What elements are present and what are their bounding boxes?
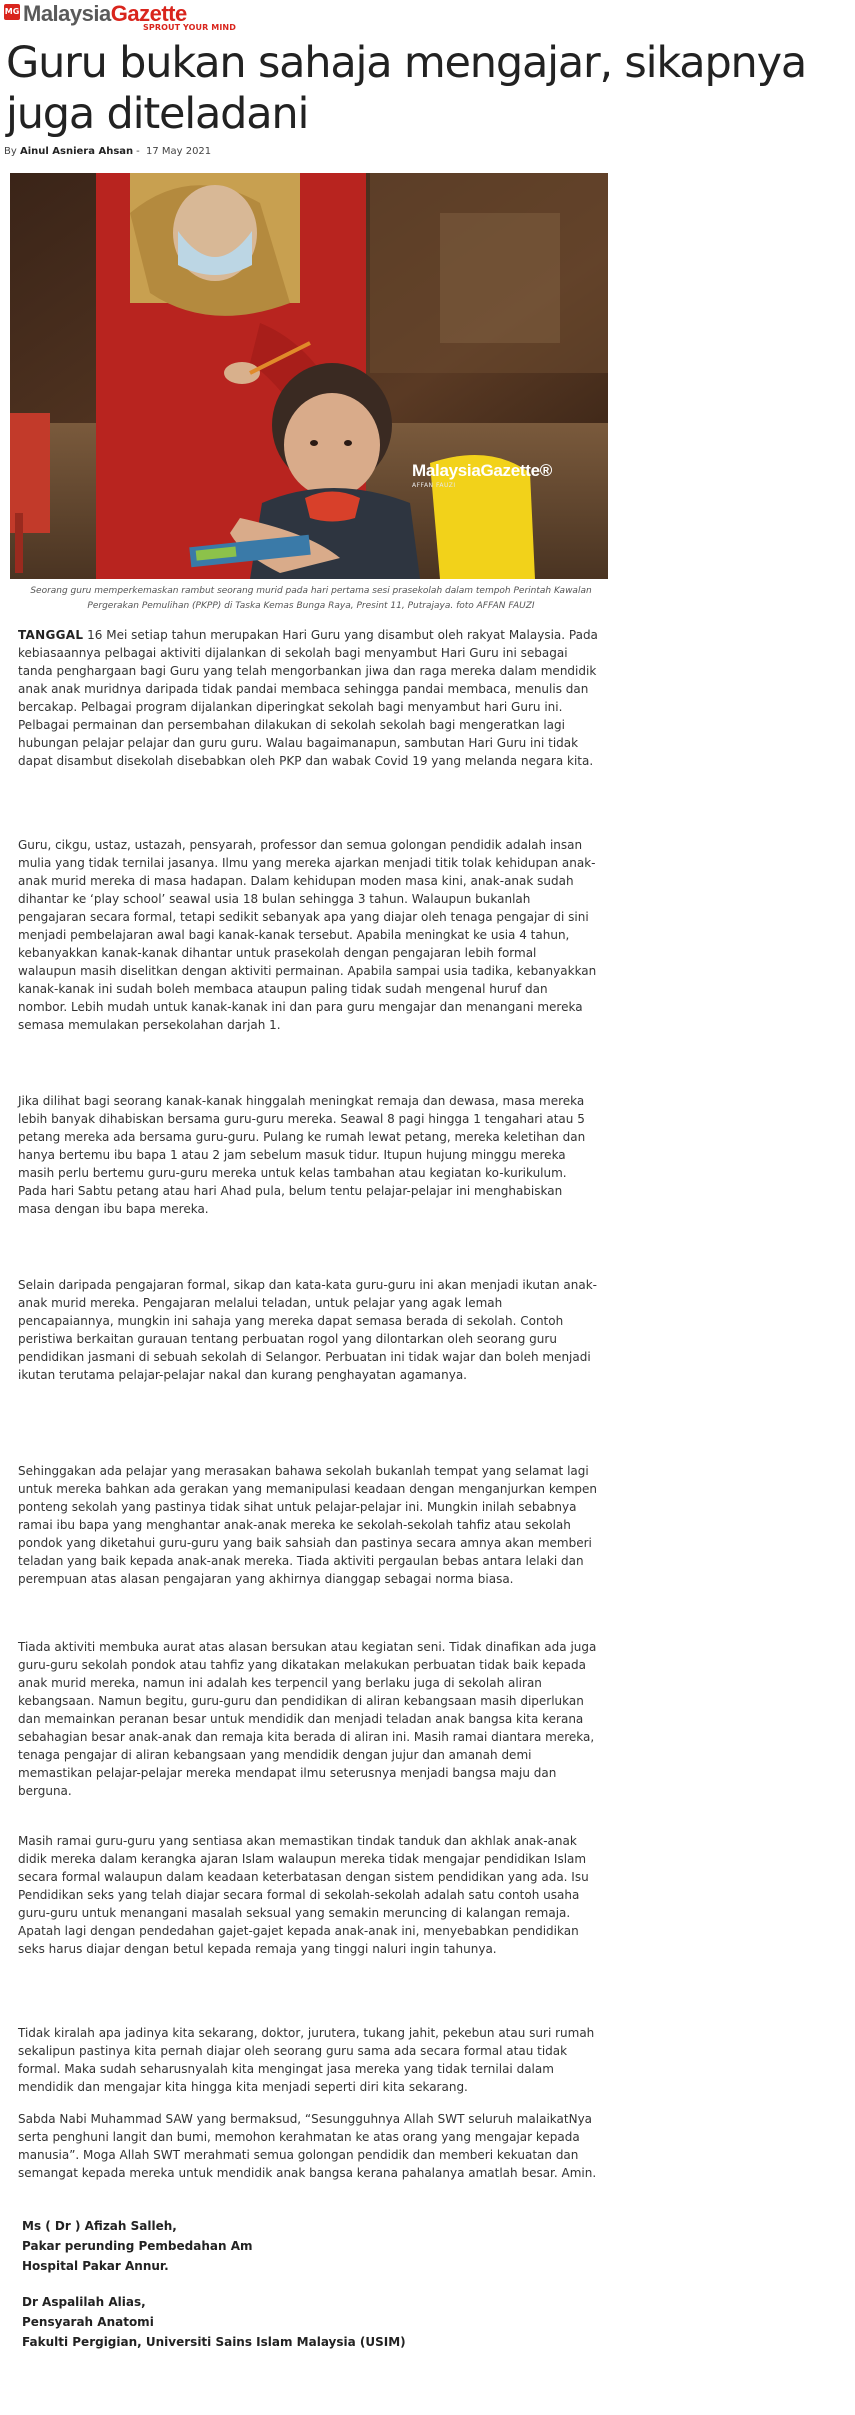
- article-paragraph: Selain daripada pengajaran formal, sikap dan kata-kata guru-guru ini akan menjadi ikutan anak-anak murid mereka. Pengajaran melalui teladan, untuk pelajar yang agak lemah pencapaiannya, mungkin ini sahaja yang mereka dapat semasa berada di sekolah. Contoh peristiwa berkaitan gurauan tentang perbuatan rogol yang dilontarkan oleh seorang guru pendidikan jasmani di sebuah sekolah di Selangor. Perbuatan ini tidak wajar dan boleh menjadi ikutan terutama pelajar-pelajar nakal dan kurang penghayatan agamanya.: [18, 1278, 597, 1382]
- dateline: TANGGAL: [18, 628, 84, 642]
- article-paragraph: Sabda Nabi Muhammad SAW yang bermaksud, “Sesungguhnya Allah SWT seluruh malaikatNya serta penghuni langit dan bumi, memohon kerahmatan ke atas orang yang mengajar kepada manusia”. Moga Allah SWT merahmati semua golongan pendidik dan memberi kekuatan dan semangat kepada mereka untuk mendidik anak bangsa kerana pahalanya amatlah besar. Amin.: [18, 2112, 597, 2180]
- publish-date: 17 May 2021: [145, 146, 212, 157]
- signature-line: Pakar perunding Pembedahan Am: [22, 2239, 253, 2253]
- article-paragraph: [18, 626, 598, 836]
- photo-illustration: [10, 173, 608, 579]
- article-paragraph: Tidak kiralah apa jadinya kita sekarang, doktor, jurutera, tukang jahit, pekebun atau suri rumah sekalipun pastinya kita pernah diajar oleh seorang guru sama ada secara formal atau tidak formal. Maka sudah seharusnyalah kita mengingat jasa mereka yang tidak ternilai dalam mendidik dan mengajar kita hingga kita menjadi seperti diri kita sekarang.: [18, 2026, 595, 2094]
- signature-spacer: [22, 2276, 522, 2292]
- photo-watermark: [412, 461, 572, 501]
- article-paragraph: Tiada aktiviti membuka aurat atas alasan bersukan atau kegiatan seni. Tidak dinafikan ada juga guru-guru sekolah pondok atau tahfiz yang dikatakan melakukan perbuatan tidak baik kepada anak murid mereka, namun ini adalah kes terpencil yang berlaku juga di sekolah aliran kebangsaan. Namun begitu, guru-guru dan pendidikan di aliran kebangsaan masih diperlukan dan memainkan peranan besar untuk mendidik dan menjadi teladan anak bangsa kita kerana sebahagian besar anak-anak dan remaja kita berada di aliran ini. Masih ramai diantara mereka, tenaga pengajar di aliran kebangsaan yang mendidik dengan jujur dan amanah demi memastikan pelajar-pelajar mereka mendapat ilmu seterusnya menjadi bangsa maju dan berguna.: [18, 1640, 597, 1798]
- article-paragraph: Guru, cikgu, ustaz, ustazah, pensyarah, professor dan semua golongan pendidik adalah insan mulia yang tidak ternilai jasanya. Ilmu yang mereka ajarkan menjadi titik tolak kehidupan anak-anak murid mereka di masa hadapan. Dalam kehidupan moden masa kini, anak-anak sudah dihantar ke ‘play school’ seawal usia 18 bulan sehingga 3 tahun. Walaupun bukanlah pengajaran secara formal, tetapi sedikit sebanyak apa yang diajar oleh tenaga pengajar di sini menjadi pembelajaran awal bagi kanak-kanak tersebut. Apabila meningkat ke usia 4 tahun, kebanyakkan kanak-kanak dihantar untuk prasekolah dengan pengajaran lebih formal walaupun masih diselitkan dengan aktiviti permainan. Apabila sampai usia tadika, kebanyakkan kanak-kanak ini sudah boleh membaca ataupun paling tidak sudah mengenal huruf dan nombor. Lebih mudah untuk kanak-kanak ini dan para guru mengajar dan menangani mereka semasa memulakan persekolahan darjah 1.: [18, 838, 597, 1032]
- signature-line: Fakulti Pergigian, Universiti Sains Islam Malaysia (USIM): [22, 2335, 406, 2349]
- signature-line: Pensyarah Anatomi: [22, 2315, 154, 2329]
- watermark-credit: AFFAN FAUZI: [412, 482, 456, 489]
- author-signature: [22, 2216, 522, 2352]
- article-paragraph: Jika dilihat bagi seorang kanak-kanak hinggalah meningkat remaja dan dewasa, masa mereka lebih banyak dihabiskan bersama guru-guru mereka. Seawal 8 pagi hingga 1 tengahari atau 5 petang mereka ada bersama guru-guru. Pulang ke rumah lewat petang, mereka keletihan dan hanya bertemu ibu bapa 1 atau 2 jam sebelum masuk tidur. Itupun hujung minggu mereka masih perlu bertemu guru-guru mereka untuk kelas tambahan atau kegiatan ko-kurikulum. Pada hari Sabtu petang atau hari Ahad pula, belum tentu pelajar-pelajar ini menghabiskan masa dengan ibu bapa mereka.: [18, 1094, 586, 1216]
- author-link[interactable]: Ainul Asniera Ahsan: [19, 146, 134, 157]
- article-photo: [10, 173, 608, 579]
- article-body: [18, 626, 598, 2182]
- byline-prefix: By: [4, 146, 17, 157]
- logo-badge: MG: [4, 4, 20, 20]
- watermark-brand: MalaysiaGazette®: [412, 461, 553, 480]
- logo-tagline: SPROUT YOUR MIND: [143, 23, 236, 32]
- photo-caption: Seorang guru memperkemaskan rambut seorang murid pada hari pertama sesi prasekolah dalam tempoh Perintah Kawalan Pergerakan Pemulihan (PKPP) di Taska Kemas Bunga Raya, Presint 11, Putrajaya. foto AFFAN FAUZI: [30, 586, 592, 611]
- logo-wordmark-part1: Malaysia: [23, 1, 111, 26]
- paragraph-text: 16 Mei setiap tahun merupakan Hari Guru yang disambut oleh rakyat Malaysia. Pada kebiasaannya pelbagai aktiviti dijalankan di sekolah bagi menyambut Hari Guru ini sebagai tanda penghargaan bagi Guru yang telah mengorbankan jiwa dan raga mereka dalam mendidik anak anak muridnya daripada tidak pandai membaca sehingga pandai membaca, menulis dan bercakap. Pelbagai program dijalankan diperingkat sekolah bagi menyambut hari Guru ini. Pelbagai permainan dan persembahan dilakukan di sekolah sekolah bagi mengeratkan lagi hubungan pelajar pelajar dan guru guru. Walau bagaimanapun, sambutan Hari Guru ini tidak dapat disambut disekolah disebabkan oleh PKP dan wabak Covid 19 yang melanda negara kita.: [18, 628, 598, 768]
- article-byline: [4, 146, 211, 157]
- article-paragraph: Sehinggakan ada pelajar yang merasakan bahawa sekolah bukanlah tempat yang selamat lagi untuk mereka bahkan ada gerakan yang memanipulasi keadaan dengan menganjurkan kempen ponteng sekolah yang pastinya tidak sihat untuk pelajar-pelajar ini. Mungkin inilah sebabnya ramai ibu bapa yang menghantar anak-anak mereka ke sekolah-sekolah tahfiz atau sekolah pondok yang diketahui guru-guru yang baik sahsiah dan pastinya secara amnya akan memberi teladan yang baik kepada anak-anak mereka. Tiada aktiviti pergaulan bebas antara lelaki dan perempuan atas alasan pengajaran yang akhirnya dianggap sebagai norma biasa.: [18, 1464, 598, 1586]
- signature-line: Dr Aspalilah Alias,: [22, 2295, 146, 2309]
- article-paragraph: Masih ramai guru-guru yang sentiasa akan memastikan tindak tanduk dan akhlak anak-anak didik mereka dalam kerangka ajaran Islam walaupun mereka tidak mengajar pendidikan Islam secara formal walaupun dalam keadaan keterbatasan dengan sistem pendidikan yang ada. Isu Pendidikan seks yang telah diajar secara formal di sekolah-sekolah adalah satu contoh usaha guru-guru untuk menangani masalah seksual yang semakin meruncing di kalangan remaja. Apatah lagi dengan pendedahan gajet-gajet kepada anak-anak ini, menyebabkan pendidikan seks harus diajar dengan betul kepada remaja yang tinggi naluri ingin tahunya.: [18, 1834, 589, 1956]
- article-headline: Guru bukan sahaja mengajar, sikapnya juga diteladani: [6, 38, 807, 139]
- signature-line: Hospital Pakar Annur.: [22, 2259, 169, 2273]
- site-logo[interactable]: [4, 2, 244, 36]
- logo-wordmark-part2: Gazette: [110, 1, 187, 26]
- signature-line: Ms ( Dr ) Afizah Salleh,: [22, 2219, 177, 2233]
- byline-separator: -: [136, 146, 140, 157]
